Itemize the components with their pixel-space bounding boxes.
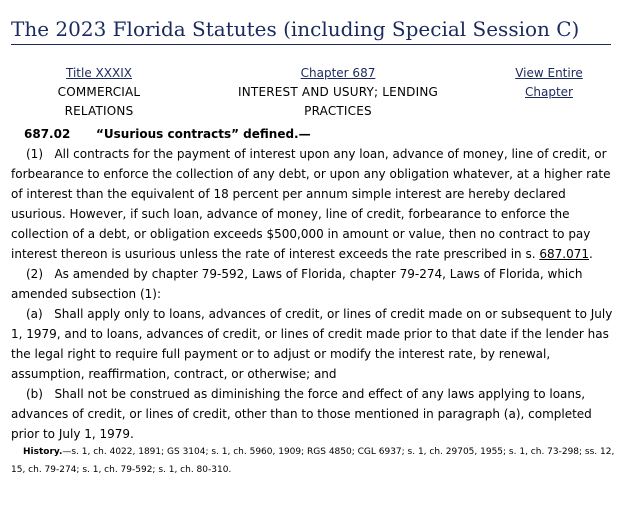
paragraph-a xyxy=(11,304,616,384)
section-heading xyxy=(11,124,616,144)
view-link-line2: Chapter xyxy=(525,85,573,99)
nav-title-block xyxy=(46,64,152,121)
cross-reference-link[interactable]: 687.071 xyxy=(539,247,589,261)
page-title: The 2023 Florida Statutes (including Special Session C) xyxy=(11,17,580,41)
title-name-line1: COMMERCIAL xyxy=(57,85,141,99)
section-catchline: “Usurious contracts” defined.— xyxy=(96,127,311,141)
subsection-1-marker: (1) xyxy=(26,147,43,161)
subsection-2-text: As amended by chapter 79-592, Laws of Florida, chapter 79-274, Laws of Florida, which amended subsection (1): xyxy=(11,267,583,301)
subsection-1-text: All contracts for the payment of interest upon any loan, advance of money, line of credit, or forbearance to enforce the collection of any debt, or upon any obligation whatever, at a higher rate of interest than the equivalent of 18 percent per annum simple interest are hereby declared usurious. However, if such loan, advance of money, line of credit, forbearance to enforce the collection of a debt, or obligation exceeds $500,000 in amount or value, then no contract to pay interest thereon is usurious unless the rate of interest exceeds the rate prescribed in s. xyxy=(11,147,611,261)
view-link-line1: View Entire xyxy=(515,66,583,80)
subsection-2-marker: (2) xyxy=(26,267,43,281)
paragraph-a-marker: (a) xyxy=(26,307,43,321)
section-number: 687.02 xyxy=(24,127,71,141)
chapter-name-line1: INTEREST AND USURY; LENDING xyxy=(238,85,438,99)
statute-section xyxy=(11,124,616,444)
history-label: History. xyxy=(23,447,63,457)
view-entire-chapter-link[interactable] xyxy=(515,66,583,99)
nav-chapter-block xyxy=(222,64,454,121)
paragraph-a-text: Shall apply only to loans, advances of credit, or lines of credit made on or subsequent to July 1, 1979, and to loans, advances of credit, or lines of credit made prior to that date if the lender has the legal right to require full payment or to adjust or modify the interest rate, by renewal, assumption, reaffirmation, contract, or otherwise; and xyxy=(11,307,613,381)
subsection-1 xyxy=(11,144,616,264)
chapter-link[interactable]: Chapter 687 xyxy=(300,66,376,80)
history-note xyxy=(11,443,616,479)
chapter-name-line2: PRACTICES xyxy=(304,104,372,118)
paragraph-b-marker: (b) xyxy=(26,387,43,401)
subsection-1-end: . xyxy=(588,247,593,261)
title-name-line2: RELATIONS xyxy=(64,104,134,118)
title-link[interactable]: Title XXXIX xyxy=(66,66,132,80)
nav-view-block xyxy=(504,64,594,102)
subsection-2 xyxy=(11,264,616,304)
paragraph-b xyxy=(11,384,616,444)
history-text: —s. 1, ch. 4022, 1891; GS 3104; s. 1, ch. 5960, 1909; RGS 4850; CGL 6937; s. 1, ch. 29705, 1955; s. 1, ch. 73-298; ss. 12, 15, ch. 79-274; s. 1, ch. 79-592; s. 1, ch. 80-310. xyxy=(11,447,615,475)
title-divider xyxy=(11,44,611,45)
paragraph-b-text: Shall not be construed as diminishing the force and effect of any laws applying to loans, advances of credit, or lines of credit, other than to those mentioned in paragraph (a), completed prior to July 1, 1979. xyxy=(11,387,592,441)
